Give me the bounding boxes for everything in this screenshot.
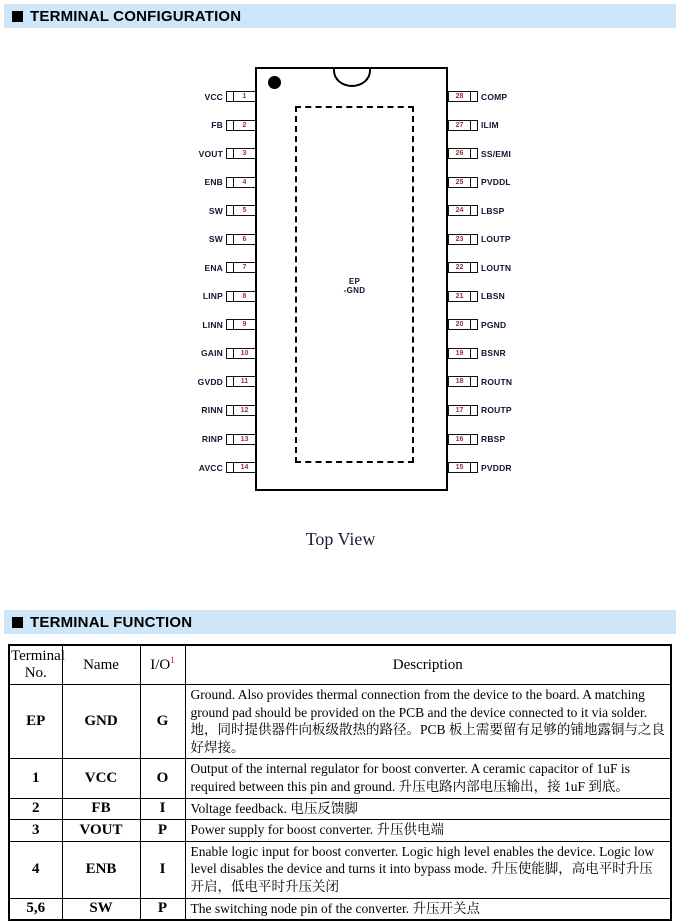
pin-label: GAIN: [200, 348, 223, 359]
pin-14-left: [120, 462, 256, 474]
pin-label: COMP: [481, 91, 508, 102]
pin-number: 22: [455, 264, 464, 272]
pin-23-right: [448, 233, 618, 245]
pin-number: 11: [240, 378, 249, 386]
description-paragraph: Output of the internal regulator for boost converter. A ceramic capacitor of 1uF is required between this pin and ground. 升压电路内部电压输出，接 1uF 到底。: [190, 761, 630, 794]
pin-label: ROUTP: [481, 405, 512, 416]
pin-number-cell: [449, 263, 470, 272]
pin-lead-outer-cell: [227, 149, 234, 158]
pin-lead-outer-cell: [227, 206, 234, 215]
cell-description: [185, 820, 671, 842]
pin-number-cell: [234, 92, 255, 101]
pin-number: 2: [242, 121, 247, 129]
table-row: [9, 798, 671, 820]
pin-number-cell: [234, 149, 255, 158]
pin-label: LOUTN: [481, 262, 512, 273]
header-description: Description: [185, 645, 671, 685]
pin-lead-outer-cell: [470, 235, 477, 244]
pin-number-cell: [449, 178, 470, 187]
pin-number-cell: [234, 263, 255, 272]
pin-lead-outer-cell: [227, 406, 234, 415]
pin-lead-icon: [448, 91, 478, 102]
pin-number: 16: [455, 435, 464, 443]
cell-name: VCC: [62, 759, 140, 798]
pin-lead-icon: [226, 434, 256, 445]
io-footnote-superscript: 1: [170, 654, 175, 665]
pin-lead-icon: [226, 177, 256, 188]
pin-3-left: [120, 148, 256, 160]
pin-number-cell: [449, 235, 470, 244]
cell-io: P: [140, 820, 185, 842]
pin-label: AVCC: [198, 462, 223, 473]
terminal-function-header: [4, 610, 676, 634]
cell-terminal-no: 4: [9, 841, 62, 898]
square-bullet-icon: [12, 11, 23, 22]
pin-label: LBSP: [481, 205, 505, 216]
pin-number-cell: [234, 320, 255, 329]
pin-19-right: [448, 347, 618, 359]
pin-label: ROUTN: [481, 376, 513, 387]
pin-number: 24: [455, 207, 464, 215]
pin-label: SW: [208, 234, 223, 245]
pin-lead-icon: [448, 262, 478, 273]
pin-24-right: [448, 205, 618, 217]
pin-lead-icon: [226, 376, 256, 387]
exposed-pad-label: [295, 277, 414, 295]
cell-name: GND: [62, 685, 140, 759]
pin-number-cell: [449, 377, 470, 386]
pin-lead-outer-cell: [227, 463, 234, 472]
pin-lead-icon: [226, 91, 256, 102]
pin-lead-outer-cell: [227, 178, 234, 187]
pin-20-right: [448, 319, 618, 331]
pin-lead-icon: [448, 319, 478, 330]
pin-number-cell: [234, 292, 255, 301]
pin-number-cell: [234, 406, 255, 415]
table-row: [9, 759, 671, 798]
pin-10-left: [120, 347, 256, 359]
pin-15-right: [448, 462, 618, 474]
pin-18-right: [448, 376, 618, 388]
description-paragraph: Voltage feedback. 电压反馈脚: [190, 800, 358, 816]
ep-label-line1: EP: [348, 277, 361, 286]
terminal-function-table: [8, 644, 672, 921]
cell-description: [185, 798, 671, 820]
pin-lead-icon: [448, 405, 478, 416]
pin-number-cell: [234, 349, 255, 358]
pin-label: ENA: [204, 262, 223, 273]
pin-number: 1: [242, 93, 247, 100]
pin-lead-outer-cell: [227, 349, 234, 358]
pin-number-cell: [449, 349, 470, 358]
pin-number: 3: [242, 150, 247, 158]
pin-4-left: [120, 176, 256, 188]
pin-number: 18: [455, 378, 464, 386]
pin-lead-outer-cell: [227, 435, 234, 444]
pin-number-cell: [449, 121, 470, 130]
pin-7-left: [120, 262, 256, 274]
pin-number-cell: [449, 463, 470, 472]
cell-terminal-no: 5,6: [9, 898, 62, 920]
pin-label: BSNR: [481, 348, 506, 359]
pin-5-left: [120, 205, 256, 217]
pin-label: LINP: [202, 291, 223, 302]
section-title: TERMINAL FUNCTION: [30, 613, 193, 631]
pin-26-right: [448, 148, 618, 160]
pin-lead-icon: [226, 462, 256, 473]
pin-lead-outer-cell: [470, 463, 477, 472]
table-row: [9, 820, 671, 842]
ep-label-line2: -GND: [343, 286, 366, 295]
pin-number-cell: [234, 435, 255, 444]
cell-description: [185, 685, 671, 759]
pin-lead-outer-cell: [227, 292, 234, 301]
pin-lead-outer-cell: [470, 149, 477, 158]
pin-lead-icon: [448, 462, 478, 473]
pin-lead-outer-cell: [470, 377, 477, 386]
pin-number-cell: [234, 121, 255, 130]
pin-lead-outer-cell: [470, 92, 477, 101]
cell-io: O: [140, 759, 185, 798]
pin-number: 27: [455, 121, 464, 129]
square-bullet-icon: [12, 617, 23, 628]
description-paragraph: 地，同时提供器件向板级散热的路径。PCB 板上需要留有足够的铺地露铜与之良好焊接。: [190, 722, 665, 755]
pin-16-right: [448, 433, 618, 445]
pin-lead-outer-cell: [470, 263, 477, 272]
pin-number-cell: [449, 206, 470, 215]
pin-label: RBSP: [481, 434, 506, 444]
pin-number: 5: [242, 207, 247, 215]
pin-lead-icon: [226, 120, 256, 131]
table-row: [9, 685, 671, 759]
pin-number-cell: [449, 435, 470, 444]
pin-lead-icon: [226, 319, 256, 330]
pin-number: 28: [455, 93, 464, 100]
pin-2-left: [120, 119, 256, 131]
pin-8-left: [120, 290, 256, 302]
pin-lead-icon: [448, 234, 478, 245]
cell-io: P: [140, 898, 185, 920]
pin-label: LINN: [202, 319, 223, 330]
pin-label: GVDD: [197, 376, 223, 387]
pin-number: 21: [455, 292, 464, 300]
cell-name: FB: [62, 798, 140, 820]
pin-lead-outer-cell: [227, 121, 234, 130]
section-title: TERMINAL CONFIGURATION: [30, 7, 242, 25]
pin-number: 25: [455, 178, 464, 186]
pin-28-right: [448, 91, 618, 103]
pin-lead-icon: [226, 291, 256, 302]
pin-number-cell: [234, 178, 255, 187]
pin-number: 6: [242, 235, 247, 243]
pin-label: PVDDR: [481, 462, 512, 473]
pin-lead-icon: [226, 205, 256, 216]
pin-lead-outer-cell: [227, 92, 234, 101]
table-row: [9, 841, 671, 898]
cell-io: G: [140, 685, 185, 759]
pin-lead-icon: [448, 376, 478, 387]
cell-name: ENB: [62, 841, 140, 898]
pin-lead-icon: [448, 348, 478, 359]
pin-number-cell: [449, 292, 470, 301]
pin-label: VCC: [204, 91, 223, 102]
pin-number-cell: [449, 149, 470, 158]
pin-number: 19: [455, 349, 464, 357]
cell-name: SW: [62, 898, 140, 920]
cell-io: I: [140, 798, 185, 820]
pin-number-cell: [234, 463, 255, 472]
pin-lead-icon: [226, 348, 256, 359]
pin-label: PVDDL: [481, 177, 511, 188]
pin-lead-outer-cell: [227, 235, 234, 244]
cell-name: VOUT: [62, 820, 140, 842]
pin-label: SW: [208, 205, 223, 216]
pin-label: LBSN: [481, 291, 505, 302]
pin-label: RINN: [201, 405, 223, 416]
cell-terminal-no: 1: [9, 759, 62, 798]
pin-number: 10: [240, 349, 249, 357]
pin-lead-icon: [226, 262, 256, 273]
pin-lead-icon: [448, 120, 478, 131]
pin-1-left: [120, 91, 256, 103]
description-paragraph: The switching node pin of the converter. 升压开关点: [190, 900, 480, 916]
pin-label: LOUTP: [481, 234, 511, 245]
pin-number: 26: [455, 150, 464, 158]
pin-label: RINP: [201, 434, 223, 444]
description-paragraph: Ground. Also provides thermal connection from the device to the board. A matching ground pad should be provided on the PCB and the device connected to it via solder.: [190, 687, 648, 720]
pin-17-right: [448, 404, 618, 416]
cell-io: I: [140, 841, 185, 898]
pin-number-cell: [449, 406, 470, 415]
pin-number: 4: [242, 178, 247, 186]
description-paragraph: Enable logic input for boost converter. Logic high level enables the device. Logic low level disables the device and turns it into bypass mode. 升压使能脚，高电平时升压开启，低电平时升压关闭: [190, 843, 655, 894]
pin-9-left: [120, 319, 256, 331]
pin-label: PGND: [481, 319, 507, 330]
cell-terminal-no: 2: [9, 798, 62, 820]
pin-lead-outer-cell: [470, 178, 477, 187]
pin-lead-icon: [226, 405, 256, 416]
pin-12-left: [120, 404, 256, 416]
pin-number: 17: [455, 406, 464, 414]
pin-number: 15: [455, 464, 464, 471]
pin-lead-outer-cell: [227, 320, 234, 329]
pin-27-right: [448, 119, 618, 131]
pin-lead-outer-cell: [470, 406, 477, 415]
pin-lead-outer-cell: [470, 292, 477, 301]
pin-25-right: [448, 176, 618, 188]
pin-lead-outer-cell: [470, 320, 477, 329]
pin-lead-icon: [226, 148, 256, 159]
pin-lead-outer-cell: [470, 349, 477, 358]
diagram-caption: Top View: [305, 529, 376, 549]
pin-label: ENB: [204, 177, 223, 188]
pin-number: 14: [240, 464, 249, 471]
pin-label: SS/EMI: [481, 148, 512, 159]
pin-lead-outer-cell: [227, 263, 234, 272]
pin-lead-outer-cell: [470, 121, 477, 130]
pin-22-right: [448, 262, 618, 274]
pin-lead-outer-cell: [470, 435, 477, 444]
pin-number-cell: [234, 235, 255, 244]
description-paragraph: Power supply for boost converter. 升压供电端: [190, 822, 444, 838]
pin-label: VOUT: [198, 148, 223, 159]
pin-lead-icon: [226, 234, 256, 245]
pin-number: 8: [242, 292, 247, 300]
pin-lead-icon: [448, 291, 478, 302]
pin-lead-outer-cell: [227, 377, 234, 386]
pin-lead-outer-cell: [470, 206, 477, 215]
pin-lead-icon: [448, 205, 478, 216]
cell-description: [185, 759, 671, 798]
pin-lead-icon: [448, 434, 478, 445]
pin-lead-icon: [448, 177, 478, 188]
pin-label: FB: [211, 120, 223, 130]
pin-number-cell: [234, 377, 255, 386]
pin-13-left: [120, 433, 256, 445]
pin1-indicator-dot-icon: [268, 76, 281, 89]
pin-11-left: [120, 376, 256, 388]
pin-21-right: [448, 290, 618, 302]
header-io: $I/O^1$: [140, 645, 185, 685]
pin-6-left: [120, 233, 256, 245]
pin-number: 23: [455, 235, 464, 243]
pin-label: ILIM: [481, 120, 499, 130]
cell-description: [185, 841, 671, 898]
table-row: [9, 898, 671, 920]
pin-number: 7: [242, 264, 247, 272]
pin-lead-icon: [448, 148, 478, 159]
cell-terminal-no: 3: [9, 820, 62, 842]
terminal-configuration-header: [4, 4, 676, 28]
cell-terminal-no: EP: [9, 685, 62, 759]
table-header-row: [9, 645, 671, 685]
header-name: Name: [62, 645, 140, 685]
pin-number-cell: [449, 92, 470, 101]
cell-description: [185, 898, 671, 920]
pin-number-cell: [234, 206, 255, 215]
header-terminal-no: Terminal No.: [9, 645, 62, 685]
pin-number: 20: [455, 321, 464, 329]
pin-number-cell: [449, 320, 470, 329]
pin-number: 13: [240, 435, 249, 443]
pin-number: 12: [240, 406, 249, 414]
pin-number: 9: [242, 321, 247, 329]
